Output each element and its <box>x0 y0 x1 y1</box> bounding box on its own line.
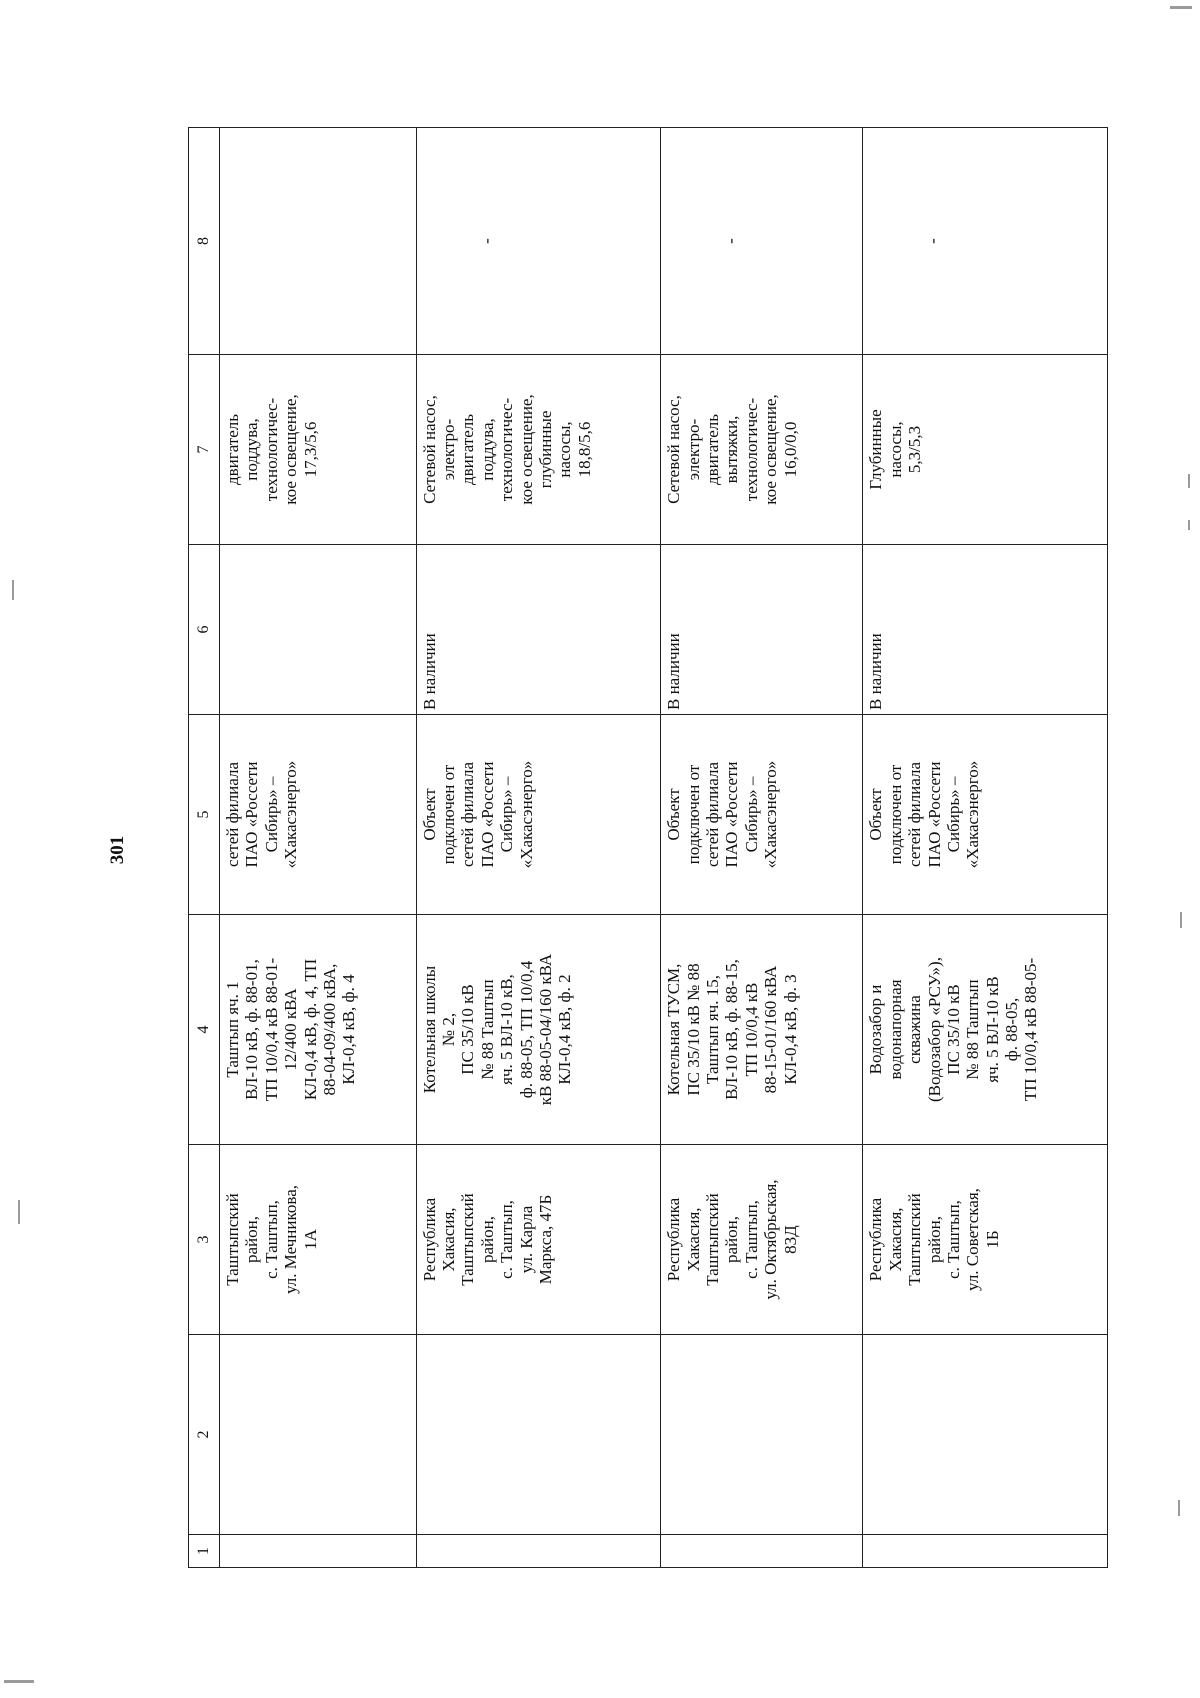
cell-name <box>416 1335 661 1535</box>
table-rotator <box>188 128 1108 1568</box>
cell-equipment: Сетевой насос, электро- двигатель вытяжки, технологичес- кое освещение, 16,0/0,0 <box>661 355 863 545</box>
cell-note <box>220 128 417 355</box>
column-header: 3 <box>189 1145 220 1335</box>
cell-availability <box>220 545 417 715</box>
cell-address: Республика Хакасия, Таштыпский район, с. Таштып, ул. Октябрьская, 83Д <box>661 1145 863 1335</box>
table-rotator-inner <box>188 128 1108 1568</box>
cell-note: - <box>416 128 661 355</box>
cell-note: - <box>661 128 863 355</box>
scan-mark <box>1180 912 1182 928</box>
cell-address: Таштыпский район, с. Таштып, ул. Мечникова, 1А <box>220 1145 417 1335</box>
column-header: 5 <box>189 715 220 915</box>
scan-mark <box>18 1200 20 1224</box>
column-header: 4 <box>189 915 220 1145</box>
scan-mark <box>1188 520 1190 530</box>
cell-connection-point: Водозабор и водонапорная скважина (Водозабор «РСУ»), ПС 35/10 кВ № 88 Таштып яч. 5 ВЛ-10 кВ ф. 88-05, ТП 10/0,4 кВ 88-05- <box>863 915 1108 1145</box>
cell-equipment: Сетевой насос, электро- двигатель поддува, технологичес- кое освещение, глубинные насосы, 18,8/5,6 <box>416 355 661 545</box>
cell-connection-point: Котельная ТУСМ, ПС 35/10 кВ № 88 Таштып яч. 15, ВЛ-10 кВ, ф. 88-15, ТП 10/0,4 кВ 88-15-01/160 кВА КЛ-0,4 кВ, ф. 3 <box>661 915 863 1145</box>
page-number: 301 <box>107 835 128 865</box>
cell-availability: В наличии <box>863 545 1108 715</box>
cell-connection-point: Котельная школы № 2, ПС 35/10 кВ № 88 Таштып яч. 5 ВЛ-10 кВ, ф. 88-05, ТП 10/0,4 кВ 88-05-04/160 кВА КЛ-0,4 кВ, ф. 2 <box>416 915 661 1145</box>
table-row <box>661 128 863 1568</box>
cell-note: - <box>863 128 1108 355</box>
column-header: 8 <box>189 128 220 355</box>
cell-supply-source: сетей филиала ПАО «Россети Сибирь» – «Хакасэнерго» <box>220 715 417 915</box>
cell-equipment: двигатель поддува, технологичес- кое освещение, 17,3/5,6 <box>220 355 417 545</box>
column-header: 7 <box>189 355 220 545</box>
scan-mark <box>1178 1500 1180 1516</box>
cell-address: Республика Хакасия, Таштыпский район, с. Таштып, ул. Карла Маркса, 47Б <box>416 1145 661 1335</box>
column-header: 6 <box>189 545 220 715</box>
cell-availability: В наличии <box>661 545 863 715</box>
column-header: 1 <box>189 1535 220 1568</box>
cell-name <box>220 1335 417 1535</box>
cell-number <box>661 1535 863 1568</box>
cell-availability: В наличии <box>416 545 661 715</box>
cell-name <box>661 1335 863 1535</box>
cell-name <box>863 1335 1108 1535</box>
scan-mark <box>1170 6 1192 9</box>
table-row <box>220 128 417 1568</box>
column-header: 2 <box>189 1335 220 1535</box>
cell-number <box>416 1535 661 1568</box>
scan-mark <box>4 1680 34 1683</box>
cell-supply-source: Объект подключен от сетей филиала ПАО «Россети Сибирь» – «Хакасэнерго» <box>863 715 1108 915</box>
cell-supply-source: Объект подключен от сетей филиала ПАО «Россети Сибирь» – «Хакасэнерго» <box>661 715 863 915</box>
table-row <box>416 128 661 1568</box>
cell-address: Республика Хакасия, Таштыпский район, с. Таштып, ул. Советская, 1Б <box>863 1145 1108 1335</box>
table-row <box>863 128 1108 1568</box>
cell-number <box>863 1535 1108 1568</box>
cell-number <box>220 1535 417 1568</box>
cell-equipment: Глубинные насосы, 5,3/5,3 <box>863 355 1108 545</box>
cell-supply-source: Объект подключен от сетей филиала ПАО «Россети Сибирь» – «Хакасэнерго» <box>416 715 661 915</box>
data-table <box>188 127 1108 1568</box>
scan-mark <box>1188 474 1190 488</box>
scan-mark <box>12 580 14 600</box>
header-row <box>189 128 220 1568</box>
cell-connection-point: Таштып яч. 1 ВЛ-10 кВ, ф. 88-01, ТП 10/0,4 кВ 88-01- 12/400 кВА КЛ-0,4 кВ, ф. 4, ТП 88-04-09/400 кВА, КЛ-0,4 кВ, ф. 4 <box>220 915 417 1145</box>
